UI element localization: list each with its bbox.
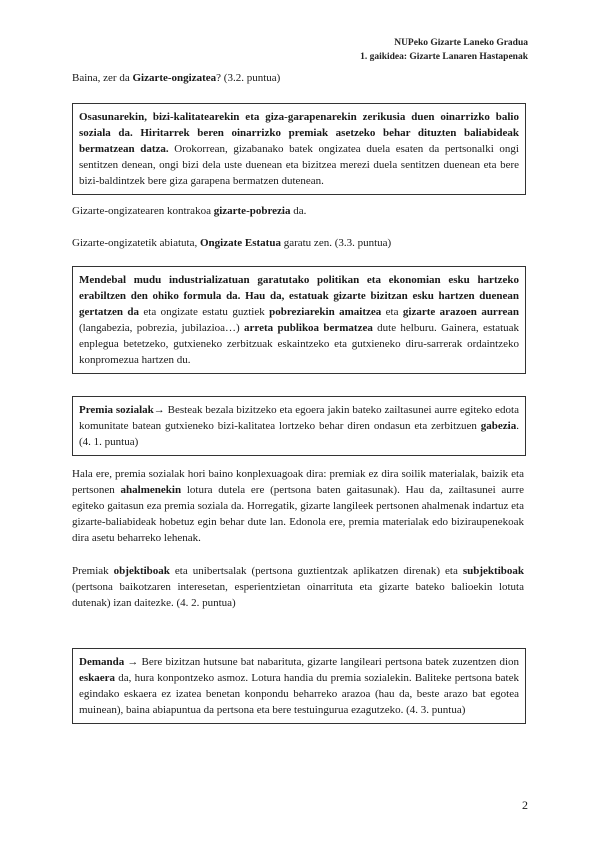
definition-box-demand: Demanda → Bere bizitzan hutsune bat nabarituta, gizarte langileari pertsona batek zuzentzen dion eskaera da, hura konpontzeko asmoz. Lotura handia du premia sozialekin. Baliteke pertsona batek egindako eskaera ez izatea benetan konpondu beharreko arazoa (hau da, beste arazo bat egotea muinean), baina abiapuntua da pertsona eta bere testuingurua ezagutzeko. (4. 3. puntua): [72, 648, 526, 724]
header-subject: 1. gaikidea: Gizarte Lanaren Hastapenak: [360, 52, 528, 62]
paragraph-social-needs-complexity: Hala ere, premia sozialak hori baino konplexuagoak dira: premiak ez dira soilik materialak, baizik eta pertsonen ahalmenekin lotura dutela ere (pertsona baten gaitasunak). Hau da, zailtasunei aurre egiteko gaitasun eza premia soziala da. Horregatik, gizarte langileek pertsonen ahalmenak indartuz eta gizarte-baliabideak hobetuz egin behar dute lan. Edonola ere, premia materialak edo biziraupenekoak dira asetu beharreko lehenak.: [72, 468, 525, 544]
term-welfare-state: Ongizate Estatua: [199, 237, 281, 249]
question-social-welfare: Baina, zer da Gizarte-ongizatea? (3.2. puntua): [72, 72, 281, 84]
definition-box-social-welfare: Osasunarekin, bizi-kalitatearekin eta giza-garapenarekin zerikusia duen oinarrizko balio soziala da. Hiritarrek beren oinarrizko premiak asetzeko behar dituzten baliabideak bermatzean datza. Orokorrean, gizabanako batek ongizatea duela esaten da pertsonalki ongi sentitzen denean, ongi bizi dela uste duenean eta bizitzea merezi duela sentitzen duenean eta bere bizi-baldintzek bere giza garapena bermatzen dutenean.: [72, 103, 526, 195]
term-social-welfare: Gizarte-ongizatea: [132, 72, 217, 84]
paragraph-need-types: Premiak objektiboak eta unibertsalak (pertsona guztientzak aplikatzen direnak) eta subjektiboak (pertsona baikotzaren interesetan, esperientzietan oinarrituta eta gizarte bateko balioekin lotuta dutenak) izan daitezke. (4. 2. puntua): [72, 565, 524, 609]
definition-box-social-need: Premia sozialak→ Besteak bezala bizitzeko eta egoera jakin bateko zailtasunei aurre egiteko edota komunitate batean gutxieneko bizi-kalitatea lortzeko behar diren ondasun eta zerbitzuen gabezia. (4. 1. puntua): [72, 396, 526, 456]
definition-box-welfare-state: Mendebal mudu industrializatuan garatutako politikan eta ekonomian esku hartzeko erabiltzen den ohiko formula da. Hau da, estatuak gizarte bizitzan esku hartzen duenean gertatzen da eta ongizate estatu guztiek pobreziarekin amaitzea eta gizarte arazoen aurrean (langabezia, pobrezia, jubilazioa…) arreta publikoa bermatzea dute helburu. Gainera, estatuak enplegua betetzeko, gutxieneko zerbitzuak eskaintzeko eta gutxieneko diru-sarrerak ordaintzeko konpromezua hartzen du.: [72, 266, 526, 374]
contrary-statement: Gizarte-ongizatearen kontrakoa gizarte-pobrezia da.: [72, 205, 307, 217]
header-degree: NUPeko Gizarte Laneko Gradua: [394, 38, 528, 48]
page-number: 2: [522, 798, 528, 812]
term-social-poverty: gizarte-pobrezia: [213, 205, 291, 217]
page-header: [360, 36, 528, 64]
welfare-state-intro: Gizarte-ongizatetik abiatuta, Ongizate Estatua garatu zen. (3.3. puntua): [72, 237, 392, 249]
